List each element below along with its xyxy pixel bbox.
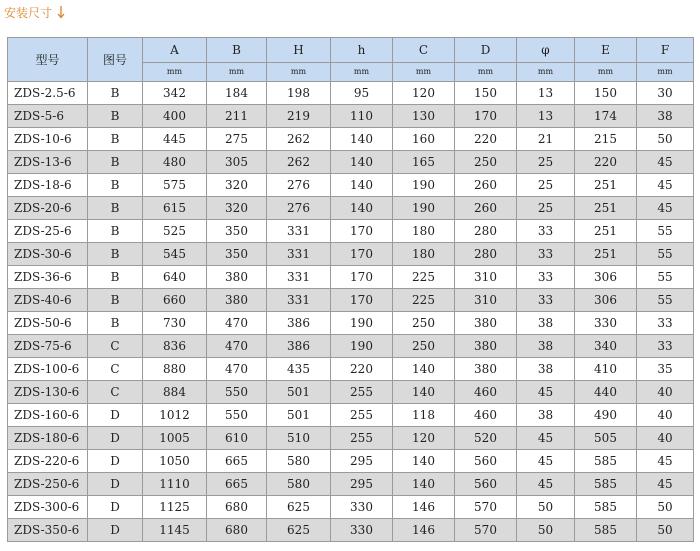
- value-cell: 280: [455, 220, 517, 243]
- model-cell: ZDS-180-6: [8, 427, 88, 450]
- model-cell: ZDS-50-6: [8, 312, 88, 335]
- value-cell: 220: [331, 358, 393, 381]
- table-row: [8, 404, 694, 427]
- table-row: [8, 220, 694, 243]
- value-cell: 560: [455, 450, 517, 473]
- value-cell: 40: [637, 427, 694, 450]
- value-cell: 255: [331, 404, 393, 427]
- value-cell: 225: [393, 266, 455, 289]
- header-unit: mm: [331, 63, 393, 82]
- value-cell: 880: [143, 358, 207, 381]
- value-cell: 1005: [143, 427, 207, 450]
- value-cell: 25: [517, 197, 575, 220]
- figure-cell: B: [88, 128, 143, 151]
- figure-cell: B: [88, 105, 143, 128]
- value-cell: 585: [575, 473, 637, 496]
- value-cell: 295: [331, 450, 393, 473]
- value-cell: 1012: [143, 404, 207, 427]
- value-cell: 490: [575, 404, 637, 427]
- table-row: [8, 243, 694, 266]
- value-cell: 884: [143, 381, 207, 404]
- value-cell: 118: [393, 404, 455, 427]
- value-cell: 380: [455, 358, 517, 381]
- value-cell: 480: [143, 151, 207, 174]
- value-cell: 95: [331, 82, 393, 105]
- figure-cell: B: [88, 82, 143, 105]
- value-cell: 440: [575, 381, 637, 404]
- value-cell: 460: [455, 381, 517, 404]
- value-cell: 45: [637, 151, 694, 174]
- value-cell: 211: [207, 105, 267, 128]
- figure-cell: C: [88, 335, 143, 358]
- value-cell: 342: [143, 82, 207, 105]
- value-cell: 295: [331, 473, 393, 496]
- header-dim: H: [267, 38, 331, 63]
- section-title: [4, 3, 66, 21]
- header-unit: mm: [637, 63, 694, 82]
- value-cell: 331: [267, 266, 331, 289]
- value-cell: 275: [207, 128, 267, 151]
- value-cell: 251: [575, 220, 637, 243]
- value-cell: 585: [575, 450, 637, 473]
- value-cell: 220: [575, 151, 637, 174]
- value-cell: 140: [393, 358, 455, 381]
- value-cell: 306: [575, 289, 637, 312]
- value-cell: 33: [637, 312, 694, 335]
- value-cell: 625: [267, 519, 331, 542]
- value-cell: 665: [207, 450, 267, 473]
- value-cell: 350: [207, 243, 267, 266]
- value-cell: 220: [455, 128, 517, 151]
- value-cell: 585: [575, 496, 637, 519]
- table-row: [8, 335, 694, 358]
- value-cell: 45: [637, 473, 694, 496]
- value-cell: 331: [267, 243, 331, 266]
- model-cell: ZDS-2.5-6: [8, 82, 88, 105]
- value-cell: 190: [331, 312, 393, 335]
- value-cell: 110: [331, 105, 393, 128]
- value-cell: 130: [393, 105, 455, 128]
- value-cell: 580: [267, 450, 331, 473]
- value-cell: 225: [393, 289, 455, 312]
- value-cell: 331: [267, 289, 331, 312]
- value-cell: 198: [267, 82, 331, 105]
- value-cell: 33: [517, 266, 575, 289]
- value-cell: 470: [207, 358, 267, 381]
- value-cell: 146: [393, 496, 455, 519]
- header-figure: 图号: [88, 38, 143, 82]
- value-cell: 251: [575, 174, 637, 197]
- value-cell: 615: [143, 197, 207, 220]
- model-cell: ZDS-30-6: [8, 243, 88, 266]
- value-cell: 305: [207, 151, 267, 174]
- value-cell: 45: [637, 450, 694, 473]
- value-cell: 350: [207, 220, 267, 243]
- value-cell: 215: [575, 128, 637, 151]
- value-cell: 260: [455, 197, 517, 220]
- header-dim: h: [331, 38, 393, 63]
- header-unit: mm: [267, 63, 331, 82]
- value-cell: 174: [575, 105, 637, 128]
- figure-cell: B: [88, 197, 143, 220]
- value-cell: 380: [455, 312, 517, 335]
- figure-cell: D: [88, 519, 143, 542]
- model-cell: ZDS-25-6: [8, 220, 88, 243]
- header-dim: D: [455, 38, 517, 63]
- model-cell: ZDS-100-6: [8, 358, 88, 381]
- value-cell: 251: [575, 243, 637, 266]
- header-unit: mm: [455, 63, 517, 82]
- value-cell: 180: [393, 243, 455, 266]
- value-cell: 140: [331, 197, 393, 220]
- header-dim: F: [637, 38, 694, 63]
- value-cell: 310: [455, 266, 517, 289]
- model-cell: ZDS-220-6: [8, 450, 88, 473]
- header-dim: A: [143, 38, 207, 63]
- value-cell: 255: [331, 381, 393, 404]
- figure-cell: D: [88, 404, 143, 427]
- header-dim: φ: [517, 38, 575, 63]
- model-cell: ZDS-160-6: [8, 404, 88, 427]
- figure-cell: C: [88, 381, 143, 404]
- value-cell: 380: [455, 335, 517, 358]
- value-cell: 525: [143, 220, 207, 243]
- table-row: [8, 266, 694, 289]
- value-cell: 55: [637, 289, 694, 312]
- value-cell: 410: [575, 358, 637, 381]
- value-cell: 585: [575, 519, 637, 542]
- arrow-down-icon: [56, 5, 66, 19]
- value-cell: 560: [455, 473, 517, 496]
- value-cell: 50: [637, 496, 694, 519]
- value-cell: 386: [267, 335, 331, 358]
- model-cell: ZDS-350-6: [8, 519, 88, 542]
- value-cell: 45: [517, 473, 575, 496]
- value-cell: 160: [393, 128, 455, 151]
- value-cell: 730: [143, 312, 207, 335]
- value-cell: 276: [267, 174, 331, 197]
- value-cell: 170: [331, 289, 393, 312]
- header-unit: mm: [143, 63, 207, 82]
- figure-cell: B: [88, 151, 143, 174]
- value-cell: 170: [331, 220, 393, 243]
- value-cell: 45: [637, 174, 694, 197]
- model-cell: ZDS-10-6: [8, 128, 88, 151]
- table-row: [8, 289, 694, 312]
- value-cell: 550: [207, 381, 267, 404]
- value-cell: 45: [637, 197, 694, 220]
- table-row: [8, 381, 694, 404]
- value-cell: 140: [393, 381, 455, 404]
- value-cell: 310: [455, 289, 517, 312]
- spec-table: [7, 37, 694, 542]
- model-cell: ZDS-5-6: [8, 105, 88, 128]
- value-cell: 1125: [143, 496, 207, 519]
- value-cell: 251: [575, 197, 637, 220]
- value-cell: 25: [517, 151, 575, 174]
- table-row: [8, 450, 694, 473]
- value-cell: 190: [331, 335, 393, 358]
- header-model: 型号: [8, 38, 88, 82]
- model-cell: ZDS-130-6: [8, 381, 88, 404]
- value-cell: 380: [207, 289, 267, 312]
- figure-cell: B: [88, 220, 143, 243]
- figure-cell: B: [88, 289, 143, 312]
- model-cell: ZDS-20-6: [8, 197, 88, 220]
- value-cell: 510: [267, 427, 331, 450]
- value-cell: 610: [207, 427, 267, 450]
- value-cell: 1110: [143, 473, 207, 496]
- table-row: [8, 82, 694, 105]
- model-cell: ZDS-300-6: [8, 496, 88, 519]
- value-cell: 50: [517, 496, 575, 519]
- value-cell: 120: [393, 427, 455, 450]
- figure-cell: D: [88, 450, 143, 473]
- value-cell: 165: [393, 151, 455, 174]
- value-cell: 33: [637, 335, 694, 358]
- value-cell: 13: [517, 82, 575, 105]
- value-cell: 170: [455, 105, 517, 128]
- figure-cell: D: [88, 473, 143, 496]
- value-cell: 190: [393, 174, 455, 197]
- value-cell: 55: [637, 243, 694, 266]
- value-cell: 680: [207, 496, 267, 519]
- model-cell: ZDS-18-6: [8, 174, 88, 197]
- table-row: [8, 105, 694, 128]
- value-cell: 55: [637, 266, 694, 289]
- value-cell: 501: [267, 381, 331, 404]
- value-cell: 320: [207, 197, 267, 220]
- value-cell: 150: [455, 82, 517, 105]
- value-cell: 262: [267, 151, 331, 174]
- value-cell: 501: [267, 404, 331, 427]
- value-cell: 38: [517, 312, 575, 335]
- value-cell: 45: [517, 381, 575, 404]
- value-cell: 38: [517, 404, 575, 427]
- value-cell: 330: [331, 496, 393, 519]
- value-cell: 40: [637, 381, 694, 404]
- value-cell: 38: [517, 335, 575, 358]
- value-cell: 50: [517, 519, 575, 542]
- value-cell: 250: [455, 151, 517, 174]
- value-cell: 140: [331, 128, 393, 151]
- header-dim: C: [393, 38, 455, 63]
- value-cell: 340: [575, 335, 637, 358]
- value-cell: 570: [455, 496, 517, 519]
- value-cell: 470: [207, 335, 267, 358]
- value-cell: 505: [575, 427, 637, 450]
- value-cell: 435: [267, 358, 331, 381]
- value-cell: 836: [143, 335, 207, 358]
- value-cell: 30: [637, 82, 694, 105]
- value-cell: 1050: [143, 450, 207, 473]
- value-cell: 545: [143, 243, 207, 266]
- value-cell: 680: [207, 519, 267, 542]
- value-cell: 13: [517, 105, 575, 128]
- value-cell: 38: [637, 105, 694, 128]
- value-cell: 306: [575, 266, 637, 289]
- value-cell: 625: [267, 496, 331, 519]
- value-cell: 50: [637, 128, 694, 151]
- figure-cell: B: [88, 243, 143, 266]
- value-cell: 320: [207, 174, 267, 197]
- header-unit: mm: [517, 63, 575, 82]
- value-cell: 262: [267, 128, 331, 151]
- figure-cell: B: [88, 174, 143, 197]
- header-unit: mm: [393, 63, 455, 82]
- header-unit: mm: [207, 63, 267, 82]
- value-cell: 33: [517, 289, 575, 312]
- header-unit: mm: [575, 63, 637, 82]
- value-cell: 250: [393, 312, 455, 335]
- value-cell: 276: [267, 197, 331, 220]
- table-row: [8, 427, 694, 450]
- value-cell: 40: [637, 404, 694, 427]
- table-row: [8, 128, 694, 151]
- table-row: [8, 496, 694, 519]
- figure-cell: D: [88, 427, 143, 450]
- value-cell: 330: [331, 519, 393, 542]
- value-cell: 140: [331, 151, 393, 174]
- table-row: [8, 358, 694, 381]
- value-cell: 460: [455, 404, 517, 427]
- value-cell: 45: [517, 450, 575, 473]
- value-cell: 120: [393, 82, 455, 105]
- value-cell: 580: [267, 473, 331, 496]
- value-cell: 146: [393, 519, 455, 542]
- table-row: [8, 197, 694, 220]
- value-cell: 1145: [143, 519, 207, 542]
- table-row: [8, 312, 694, 335]
- value-cell: 140: [393, 473, 455, 496]
- value-cell: 33: [517, 220, 575, 243]
- value-cell: 470: [207, 312, 267, 335]
- value-cell: 640: [143, 266, 207, 289]
- model-cell: ZDS-75-6: [8, 335, 88, 358]
- model-cell: ZDS-40-6: [8, 289, 88, 312]
- value-cell: 520: [455, 427, 517, 450]
- value-cell: 45: [517, 427, 575, 450]
- table-row: [8, 151, 694, 174]
- table-row: [8, 174, 694, 197]
- value-cell: 331: [267, 220, 331, 243]
- value-cell: 386: [267, 312, 331, 335]
- header-dim: E: [575, 38, 637, 63]
- table-row: [8, 519, 694, 542]
- value-cell: 550: [207, 404, 267, 427]
- header-dim: B: [207, 38, 267, 63]
- value-cell: 150: [575, 82, 637, 105]
- value-cell: 38: [517, 358, 575, 381]
- value-cell: 55: [637, 220, 694, 243]
- value-cell: 25: [517, 174, 575, 197]
- value-cell: 170: [331, 266, 393, 289]
- value-cell: 180: [393, 220, 455, 243]
- value-cell: 140: [393, 450, 455, 473]
- value-cell: 280: [455, 243, 517, 266]
- value-cell: 330: [575, 312, 637, 335]
- value-cell: 400: [143, 105, 207, 128]
- value-cell: 660: [143, 289, 207, 312]
- figure-cell: D: [88, 496, 143, 519]
- value-cell: 219: [267, 105, 331, 128]
- value-cell: 380: [207, 266, 267, 289]
- model-cell: ZDS-250-6: [8, 473, 88, 496]
- value-cell: 170: [331, 243, 393, 266]
- value-cell: 33: [517, 243, 575, 266]
- value-cell: 260: [455, 174, 517, 197]
- value-cell: 50: [637, 519, 694, 542]
- section-title-text: 安装尺寸: [4, 5, 53, 20]
- figure-cell: B: [88, 266, 143, 289]
- value-cell: 184: [207, 82, 267, 105]
- model-cell: ZDS-13-6: [8, 151, 88, 174]
- value-cell: 570: [455, 519, 517, 542]
- value-cell: 255: [331, 427, 393, 450]
- value-cell: 575: [143, 174, 207, 197]
- figure-cell: B: [88, 312, 143, 335]
- value-cell: 445: [143, 128, 207, 151]
- value-cell: 35: [637, 358, 694, 381]
- figure-cell: C: [88, 358, 143, 381]
- value-cell: 21: [517, 128, 575, 151]
- value-cell: 140: [331, 174, 393, 197]
- value-cell: 665: [207, 473, 267, 496]
- value-cell: 250: [393, 335, 455, 358]
- value-cell: 190: [393, 197, 455, 220]
- table-row: [8, 473, 694, 496]
- model-cell: ZDS-36-6: [8, 266, 88, 289]
